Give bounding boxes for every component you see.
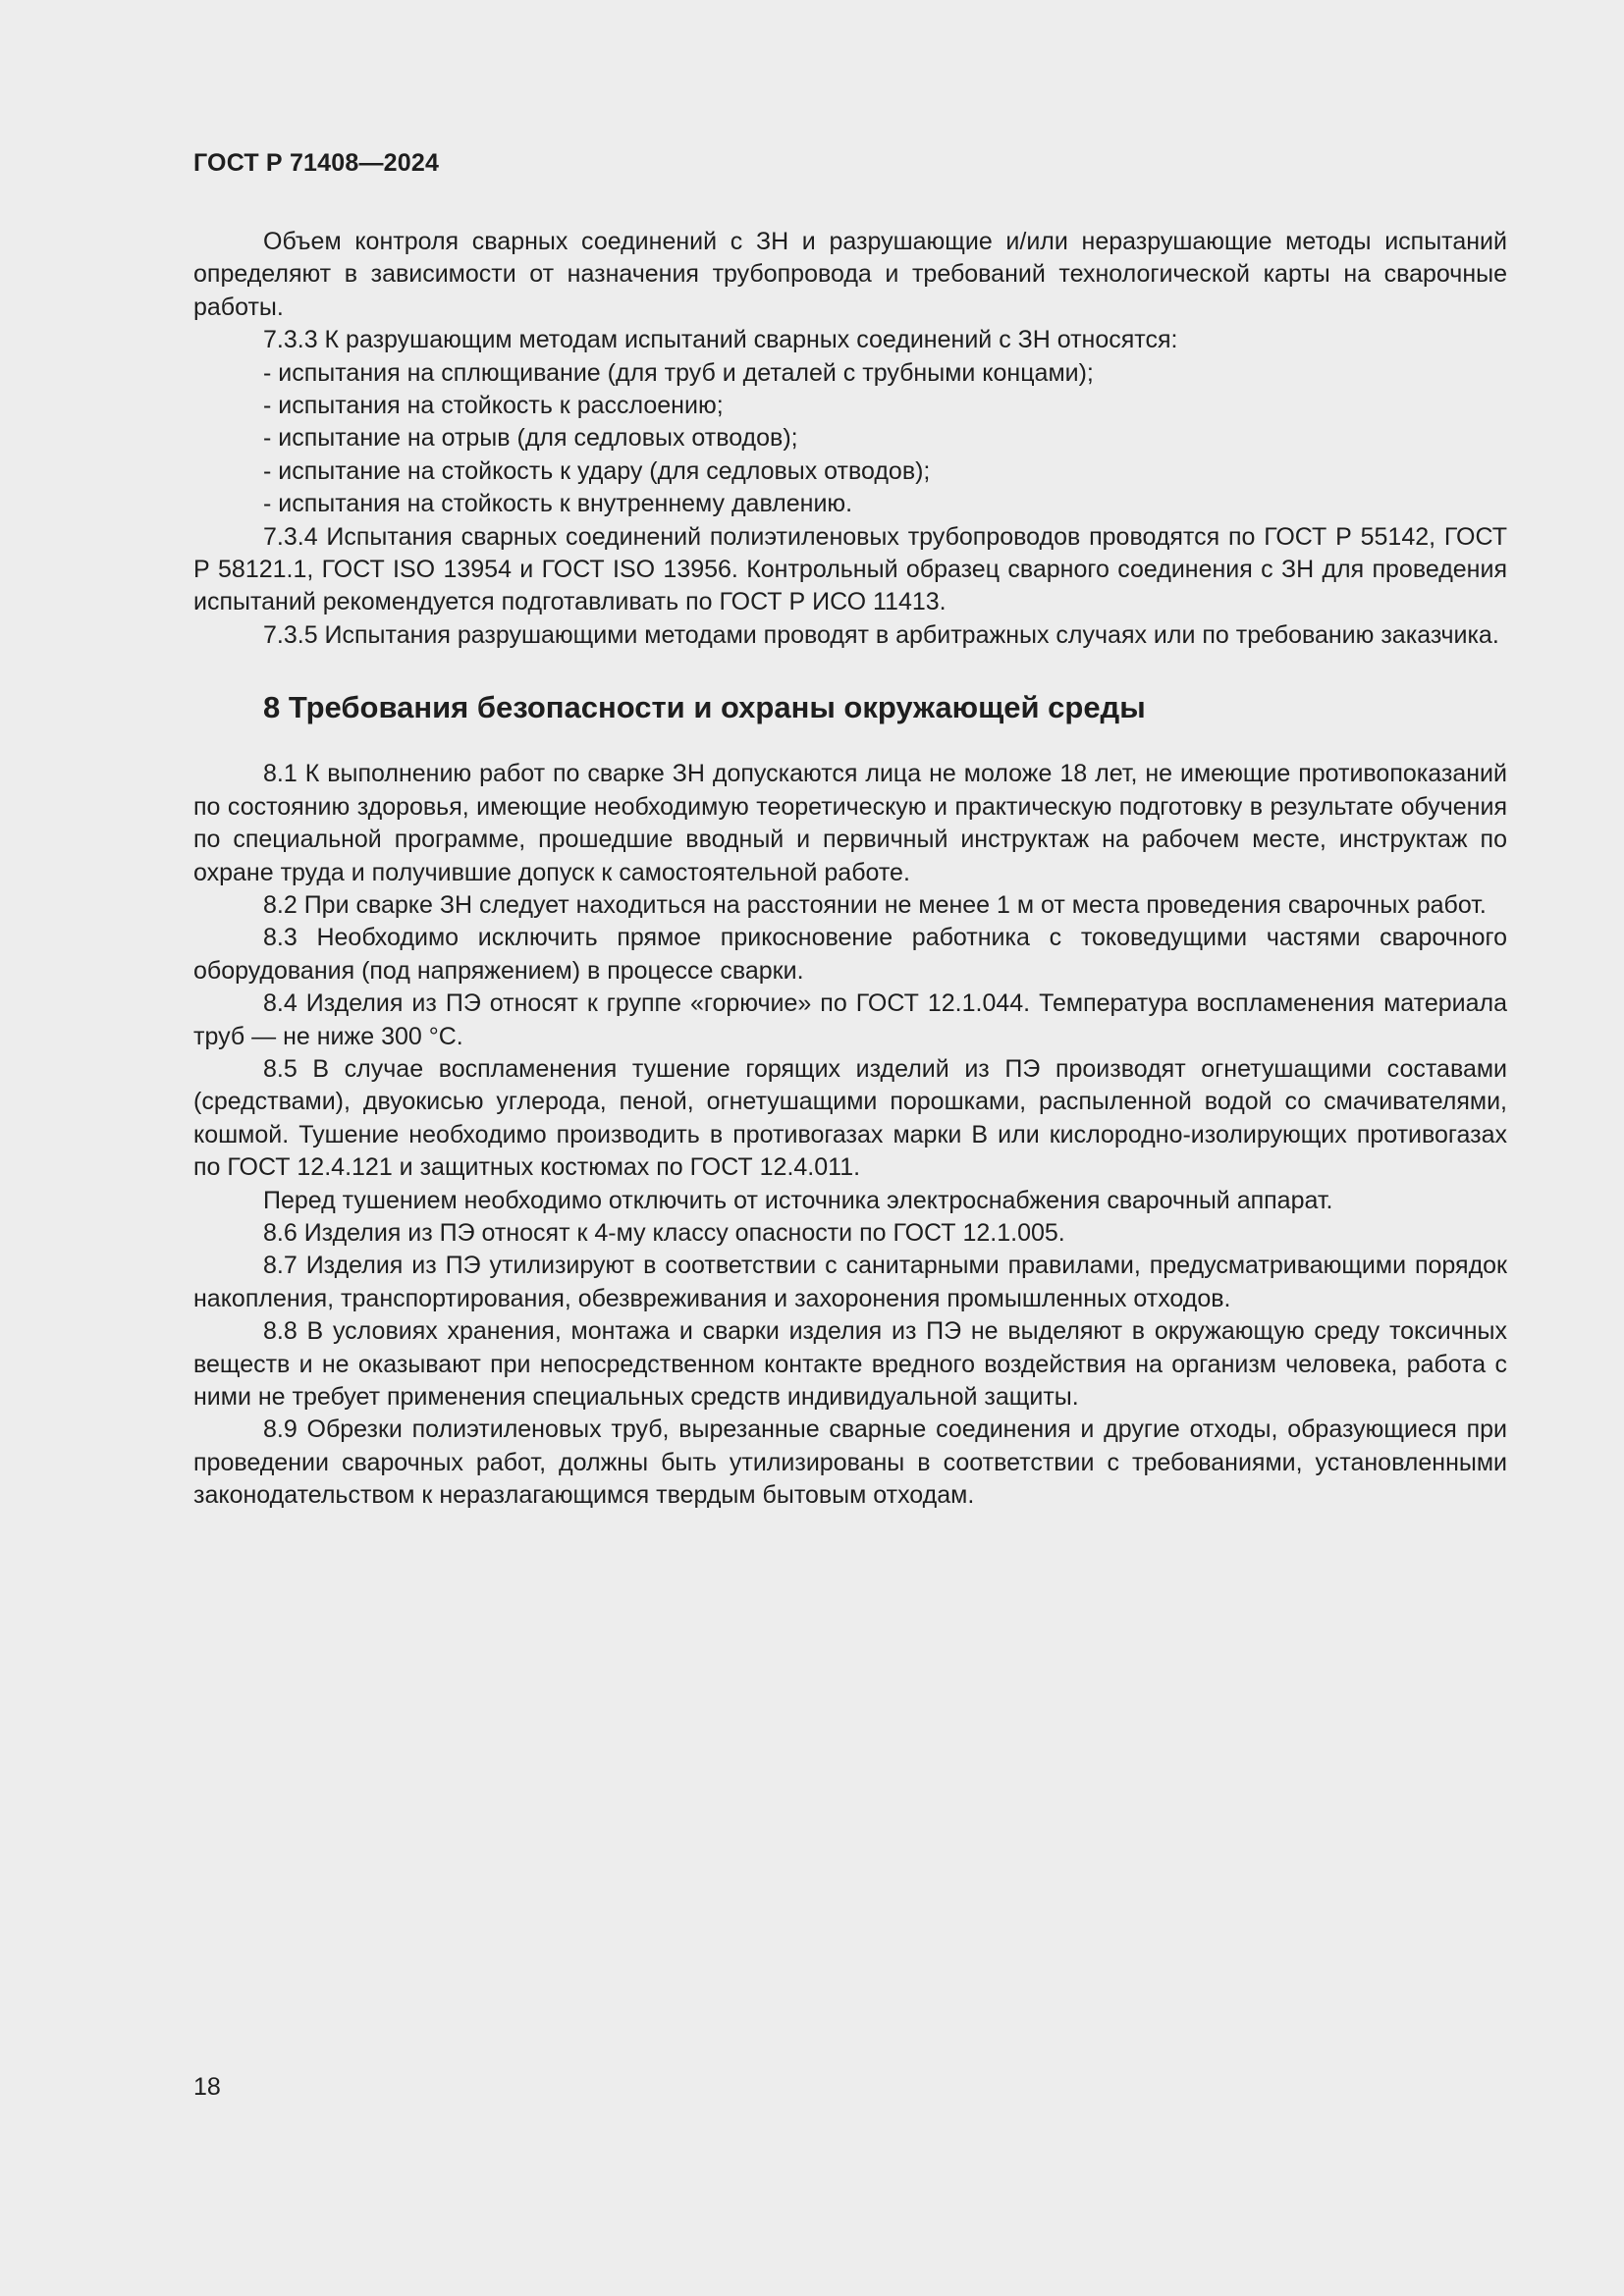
paragraph: 8.8 В условиях хранения, монтажа и сварки изделия из ПЭ не выделяют в окружающую среду токсичных веществ и не оказывают при непосредственном контакте вредного воздействия на организм человека, работа с ними не требует применения специальных средств индивидуальной защиты. bbox=[193, 1317, 1507, 1411]
paragraph: 7.3.4 Испытания сварных соединений полиэтиленовых трубопроводов проводятся по ГОСТ Р 55142, ГОСТ Р 58121.1, ГОСТ ISO 13954 и ГОСТ ISO 13956. Контрольный образец сварного соединения с ЗН для проведения испытаний рекомендуется подготавливать по ГОСТ Р ИСО 11413. bbox=[193, 522, 1507, 616]
paragraph: 8.3 Необходимо исключить прямое прикосновение работника с токоведущими частями сварочного оборудования (под напряжением) в процессе сварки. bbox=[193, 924, 1507, 985]
paragraph: 8.7 Изделия из ПЭ утилизируют в соответствии с санитарными правилами, предусматривающими порядок накопления, транспортирования, обезвреживания и захоронения промышленных отходов. bbox=[193, 1252, 1507, 1312]
list-item: - испытания на стойкость к расслоению; bbox=[263, 392, 724, 420]
document-header-code: ГОСТ Р 71408—2024 bbox=[193, 149, 440, 177]
paragraph: 8.1 К выполнению работ по сварке ЗН допускаются лица не моложе 18 лет, не имеющие противопоказаний по состоянию здоровья, имеющие необходимую теоретическую и практическую подготовку в результате обучения по специальной программе, прошедшие вводный и первичный инструктаж на рабочем месте, инструктаж по охране труда и получившие допуск к самостоятельной работе. bbox=[193, 760, 1507, 886]
list-item: - испытание на отрыв (для седловых отводов); bbox=[263, 424, 798, 453]
list-item: - испытание на стойкость к удару (для седловых отводов); bbox=[263, 456, 931, 485]
paragraph: 8.6 Изделия из ПЭ относят к 4-му классу опасности по ГОСТ 12.1.005. bbox=[263, 1218, 1065, 1247]
paragraph: 8.4 Изделия из ПЭ относят к группе «горючие» по ГОСТ 12.1.044. Температура воспламенения материала труб — не ниже 300 °С. bbox=[193, 989, 1507, 1050]
page-number: 18 bbox=[193, 2073, 221, 2101]
paragraph: 7.3.3 К разрушающим методам испытаний сварных соединений с ЗН относятся: bbox=[263, 326, 1178, 354]
paragraph: 8.2 При сварке ЗН следует находиться на расстоянии не менее 1 м от места проведения сварочных работ. bbox=[263, 890, 1487, 919]
list-item: - испытания на стойкость к внутреннему давлению. bbox=[263, 490, 853, 518]
section-heading: 8 Требования безопасности и охраны окружающей среды bbox=[263, 690, 1146, 725]
paragraph: 8.9 Обрезки полиэтиленовых труб, вырезанные сварные соединения и другие отходы, образующиеся при проведении сварочных работ, должны быть утилизированы в соответствии с требованиями, установленными законодательством к неразлагающимся твердым бытовым отходам. bbox=[193, 1415, 1507, 1510]
paragraph: Объем контроля сварных соединений с ЗН и разрушающие и/или неразрушающие методы испытаний определяют в зависимости от назначения трубопровода и требований технологической карты на сварочные работы. bbox=[193, 228, 1507, 321]
paragraph: 7.3.5 Испытания разрушающими методами проводят в арбитражных случаях или по требованию заказчика. bbox=[263, 620, 1499, 649]
page-content bbox=[193, 226, 1507, 1513]
paragraph: 8.5 В случае воспламенения тушение горящих изделий из ПЭ производят огнетушащими составами (средствами), двуокисью углерода, пеной, огнетушащими порошками, распыленной водой со смачивателями, кошмой. Тушение необходимо производить в противогазах марки В или кислородно-изолирующих противогазах по ГОСТ 12.4.121 и защитных костюмах по ГОСТ 12.4.011. bbox=[193, 1054, 1507, 1182]
list-item: - испытания на сплющивание (для труб и деталей с трубными концами); bbox=[263, 358, 1094, 387]
paragraph: Перед тушением необходимо отключить от источника электроснабжения сварочный аппарат. bbox=[263, 1186, 1333, 1214]
